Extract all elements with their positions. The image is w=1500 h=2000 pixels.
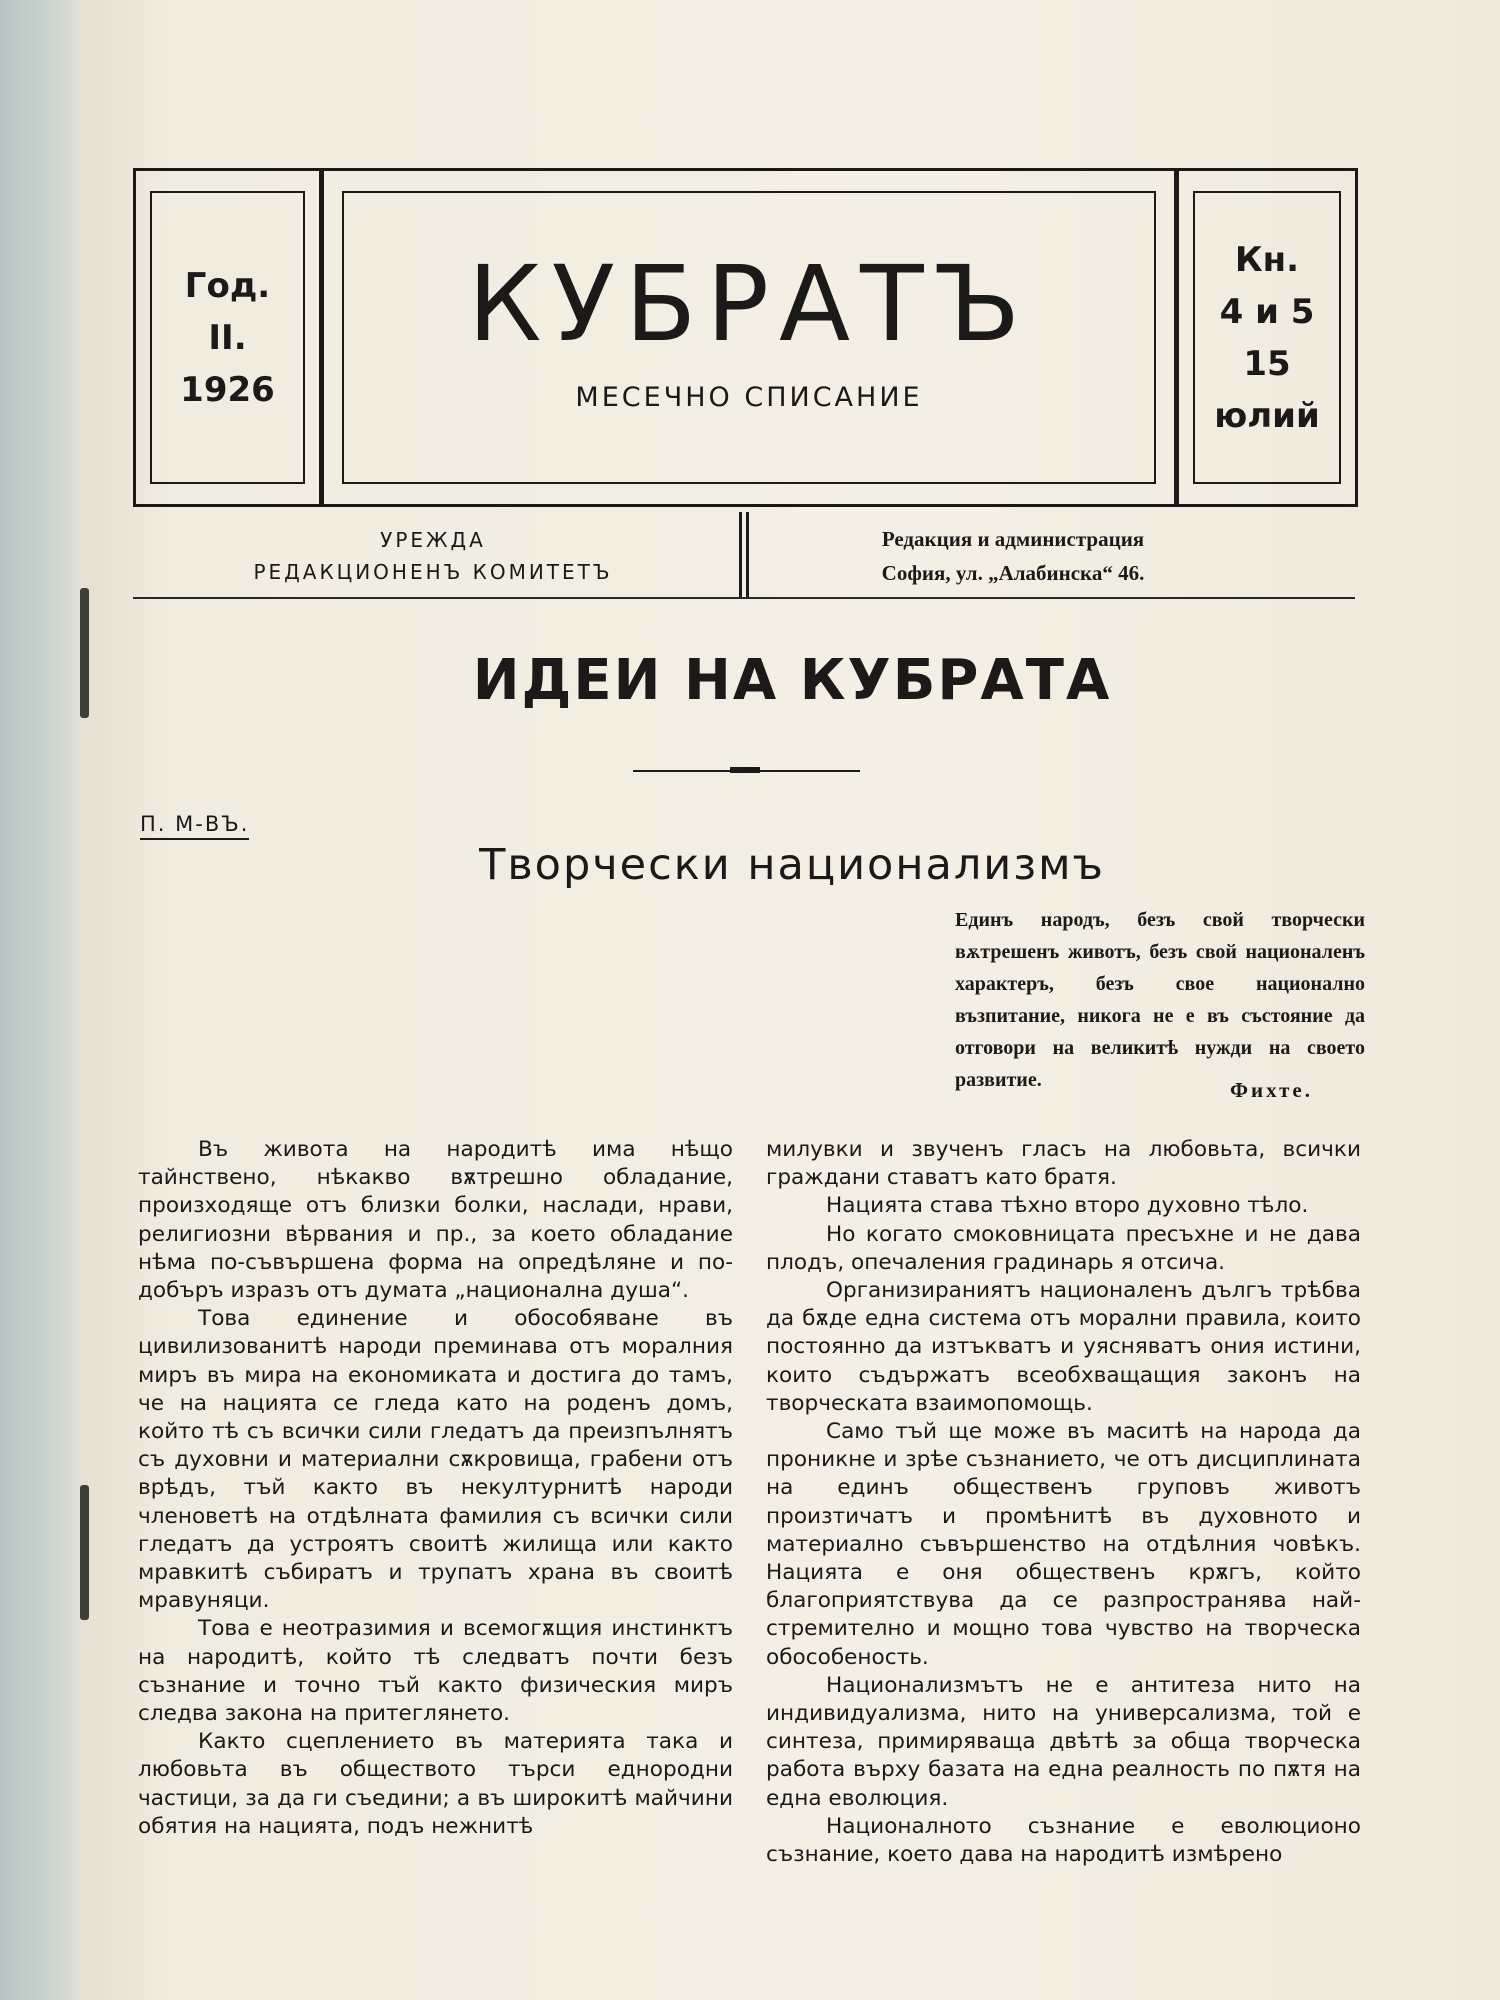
issue-date: 15 юлий: [1214, 343, 1320, 436]
title-box: [342, 191, 1156, 484]
year-number: II.: [208, 317, 247, 358]
paragraph: Това е неотразимия и всемогѫщия инстинктъ на народитѣ, който тѣ следватъ почти безъ съзнание и точно тъй както физическия миръ следва закона на притеглянето.: [138, 1616, 733, 1727]
header-rule: [133, 597, 1355, 599]
year-date: 1926: [180, 369, 275, 410]
masthead-year-cell: [136, 171, 324, 504]
article-title: Творчески национализмъ: [479, 840, 1105, 890]
paragraph: Националното съзнание е еволюционо съзнание, което дава на народитѣ измѣрено: [766, 1813, 1361, 1868]
article-column-left: [138, 1136, 733, 1841]
magazine-title: КУБРАТЪ: [467, 243, 1031, 365]
masthead-issue-cell: [1174, 171, 1355, 504]
address-line-2: София, ул. „Алабинска“ 46.: [881, 561, 1145, 585]
paragraph-continuation: милувки и звученъ гласъ на любовьта, всички граждани ставатъ като братя.: [766, 1137, 1361, 1191]
editorial-address: [763, 522, 1263, 590]
issue-label: Кн.: [1234, 239, 1300, 280]
editorial-line-1: УРЕЖДА: [380, 528, 486, 552]
binding-spine: [0, 0, 84, 2000]
paragraph: Национализмътъ не е антитеза нито на индивидуализма, нито на универсализма, той е синтеза, примиряваща двѣтѣ за обща творческа работа върху базата на една реалность по пѫтя на една еволюция.: [766, 1672, 1361, 1811]
paragraph: Организираниятъ националенъ дългъ трѣбва да бѫде една система отъ морални правила, които постоянно да изтъкватъ и уясняватъ ония истини, които съдържатъ всеобхващащия законъ на творческата взаимопомощь.: [766, 1278, 1361, 1416]
magazine-subtitle: МЕСЕЧНО СПИСАНИЕ: [575, 382, 923, 413]
paragraph: Само тъй ще може въ маситѣ на народа да проникне и зрѣе съзнанието, че отъ дисциплината на единъ общественъ груповъ животъ произтичатъ и промѣнитѣ въ духовното и материално съвършенство на отдѣлния човѣкъ. Нацията е оня общественъ крѫгъ, който благоприятствува да се разпространява най-стремително и мощно това чувство на творческа обособеность.: [766, 1419, 1361, 1670]
issue-box: [1193, 191, 1341, 484]
year-label: Год.: [184, 265, 271, 306]
year-box: [150, 191, 305, 484]
paragraph: Нацията става тѣхно второ духовно тѣло.: [826, 1193, 1309, 1219]
masthead-title-cell: [324, 171, 1174, 504]
paragraph: Това единение и обособяване въ цивилизованитѣ народи преминава отъ моралния миръ въ мира на економиката и достига до тамъ, че на нацията се гледа като на роденъ домъ, който тѣ съ всички сили гледатъ да преизпълнятъ съ духовни и материални сѫкровища, грабени отъ врѣдъ, тъй както въ некултурнитѣ народи членоветѣ на отдѣлната фамилия съ всички сили гледатъ да устроятъ своитѣ жилища или както мравкитѣ събиратъ и трупатъ храна въ своитѣ мравуняци.: [138, 1306, 733, 1614]
masthead: [133, 168, 1358, 507]
epigraph-quote: Единъ народъ, безъ свой творчески вѫтрешенъ животъ, безъ свой националенъ характеръ, безъ свое национално възпитание, никога не е въ състояние да отговори на великитѣ нужди на своето развитие.: [955, 909, 1365, 1091]
article-author: П. М-ВЪ.: [140, 812, 249, 840]
address-line-1: Редакция и администрация: [881, 527, 1145, 551]
epigraph-author: Фихте.: [1230, 1078, 1313, 1102]
staple: [80, 1485, 89, 1620]
paragraph: Въ живота на народитѣ има нѣщо тайнствено, нѣкакво вѫтрешно обладание, произходяще отъ близки болки, наслади, нрави, религиозни вѣрвания и пр., за което обладание нѣма по-съвършена форма на опредѣляне и по-добъръ изразъ отъ думата „национална душа“.: [138, 1137, 733, 1304]
publisher-info: [133, 512, 1358, 598]
paragraph: Както сцеплението въ материята така и любовьта въ обществото търси еднородни частици, за да ги съедини; а въ широкитѣ майчини обятия на нацията, подъ нежнитѣ: [138, 1729, 733, 1839]
paragraph: Но когато смоковницата пресъхне и не дава плодъ, опечаления градинарь я отсича.: [766, 1221, 1361, 1275]
article-column-right: [766, 1136, 1361, 1869]
issue-number: 4 и 5: [1219, 291, 1315, 332]
editorial-line-2: РЕДАКЦИОНЕНЪ КОМИТЕТЪ: [253, 560, 613, 584]
editorial-committee: [133, 524, 733, 588]
title-ornament-bar: [730, 767, 760, 773]
section-title: ИДЕИ НА КУБРАТА: [472, 648, 1112, 713]
info-divider: [739, 512, 749, 598]
